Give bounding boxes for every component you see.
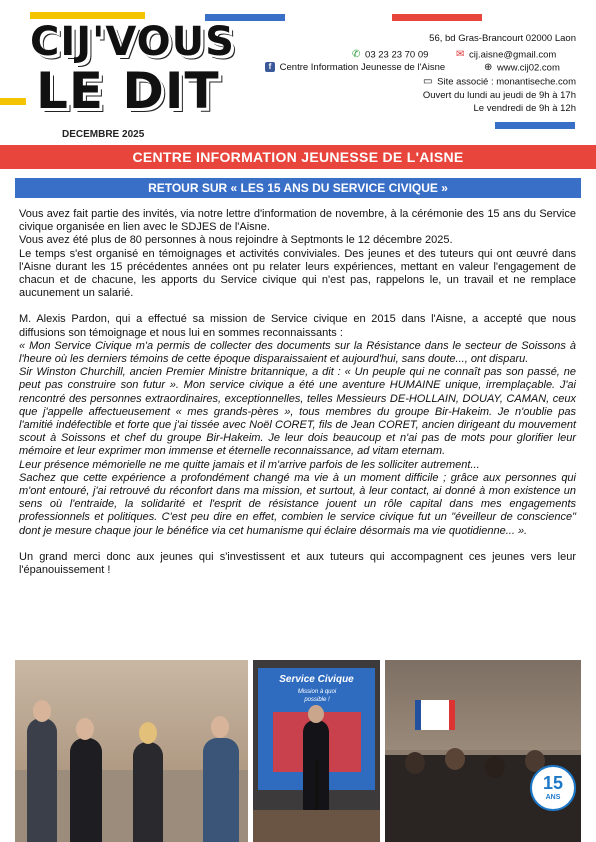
photo-audience (385, 660, 581, 842)
article-paragraph: Le temps s'est organisé en témoignages et activités conviviales. Des jeunes et des tuteurs qui ont œuvré dans l'Aisne durant les 15 précédentes années ont pu relater leurs expériences, mettant en valeur l'engagement de chacun et de chacune, les apports du Service civique qui n'est pas, rappelons le, un travail et ne remplace aucunement un salarié. (19, 247, 576, 300)
badge-text: ANS (545, 794, 561, 801)
laptop-icon: ▭ (423, 76, 433, 87)
site-associe[interactable]: Site associé : monantiseche.com (437, 76, 576, 88)
flag-stripe (415, 700, 421, 730)
poster-title: Service Civique (279, 674, 354, 685)
photo-speakers (15, 660, 248, 842)
phone-number: 03 23 23 70 09 (365, 49, 429, 61)
article-paragraph: Vous avez été plus de 80 personnes à nous rejoindre à Septmonts le 12 décembre 2025. (19, 234, 453, 247)
contact-site[interactable] (423, 76, 576, 89)
person-silhouette (70, 738, 102, 842)
photo-poster (253, 660, 380, 842)
quote-paragraph: Leur présence mémorielle ne me quitte jamais et il m'arrive parfois de les solliciter autrement... (19, 458, 480, 471)
opening-hours-1: Ouvert du lundi au jeudi de 9h à 17h (422, 90, 576, 101)
stage-floor (253, 810, 380, 842)
badge-number: 15 (542, 773, 564, 793)
contact-website[interactable] (484, 62, 560, 75)
article-body (19, 208, 576, 577)
deco-bar-yellow (30, 12, 145, 19)
flag-stripe (449, 700, 455, 730)
opening-hours-2: Le vendredi de 9h à 12h (473, 103, 576, 114)
globe-icon: ⊕ (484, 62, 493, 73)
organization-banner: CENTRE INFORMATION JEUNESSE DE L'AISNE (0, 145, 596, 169)
quote-paragraph: Sir Winston Churchill, ancien Premier Ministre britannique, a dit : « Un peuple qui ne connaît pas son passé, ne peut pas construire son futur ». Mon service civique a été une aventure HUMAINE unique, irremplaçable. J'ai rencontré des personnes extraordinaires, exceptionnelles, telles Messieurs DE-HOLLAIN, DOUAY, CAMAN, ceux que j'appelle affectueusement « mes grands-pères », tous membres du groupe Bir-Hakeim. Je n'oublie pas l'amitié indéfectible et forte que j'ai tissée avec Noël CORET, fils de Jean CORET, ancien dirigeant du mouvement scout à Soissons et chef du groupe Bir-Hakeim. Je leur dois beaucoup et n'ai pas de mots pour glorifier leur mémoire et leur exprimer mon immense et éternelle reconnaissance, ad vitam eternam. (19, 366, 576, 458)
quote-paragraph: Sachez que cette expérience a profondément changé ma vie à un moment difficile ; grâce aux personnes qui m'ont entouré, j'ai retrouvé du réconfort dans ma mission, et surtout, à leur contact, ai donné à mon existence un sens où l'entraide, la solidarité et l'esprit de résistance jouent un rôle capital dans mes engagements professionnels et politiques. C'est peu dire en effet, combien le service civique fut un "éveilleur de conscience" dont je mesure chaque jour le bénéfice via cet humanisme qui éclaire désormais ma vie quotidienne... ». (19, 471, 576, 537)
person-silhouette (133, 742, 163, 842)
person-head (445, 748, 465, 770)
logo-line-2: LE DIT (36, 62, 220, 120)
person-silhouette (203, 738, 239, 842)
article-paragraph: Vous avez fait partie des invités, via notre lettre d'information de novembre, à la cérémonie des 15 ans du Service civique organisée en lien avec le SDJES de l'Aisne. (19, 208, 576, 234)
person-silhouette (27, 718, 57, 842)
contact-email[interactable] (456, 49, 556, 62)
person-head (76, 718, 94, 740)
person-head (211, 716, 229, 738)
person-head (405, 752, 425, 774)
person-head (308, 705, 324, 723)
person-head (485, 756, 505, 778)
deco-bar-red (392, 14, 482, 21)
facebook-icon: f (265, 62, 275, 72)
issue-date: DECEMBRE 2025 (62, 129, 145, 140)
article-paragraph: M. Alexis Pardon, qui a effectué sa mission de Service civique en 2015 dans l'Aisne, a accepté que nous diffusions son témoignage et nous lui en sommes reconnaissants : (19, 313, 576, 339)
paragraph-gap (19, 538, 576, 551)
contact-phone (352, 49, 428, 62)
website-url[interactable]: www.cij02.com (497, 62, 560, 74)
email-address[interactable]: cij.aisne@gmail.com (469, 49, 557, 61)
deco-bar-yellow-left (0, 98, 26, 105)
mail-icon: ✉ (456, 49, 465, 60)
logo-line-1: CIJ'VOUS (30, 19, 235, 65)
contact-facebook[interactable] (265, 62, 445, 74)
section-title: RETOUR SUR « LES 15 ANS DU SERVICE CIVIQUE » (15, 178, 581, 198)
poster-subtitle: Mission à quoi possible ! (297, 689, 337, 703)
deco-bar-blue-right (495, 122, 575, 129)
phone-icon: ✆ (352, 49, 361, 60)
contact-address: 56, bd Gras-Brancourt 02000 Laon (429, 33, 576, 44)
facebook-page[interactable]: Centre Information Jeunesse de l'Aisne (279, 62, 446, 73)
article-paragraph: Un grand merci donc aux jeunes qui s'investissent et aux tuteurs qui accompagnent ces jeunes vers leur l'épanouissement ! (19, 550, 576, 577)
person-head (33, 700, 51, 722)
anniversary-badge (530, 765, 576, 811)
paragraph-gap (19, 300, 576, 313)
person-head (139, 722, 157, 744)
quote-paragraph: « Mon Service Civique m'a permis de collecter des documents sur la Résistance dans le secteur de Soissons à l'heure où les derniers témoins de cette époque disparaissaient et aujourd'hui, sans doute..., ont disparu. (19, 339, 576, 366)
